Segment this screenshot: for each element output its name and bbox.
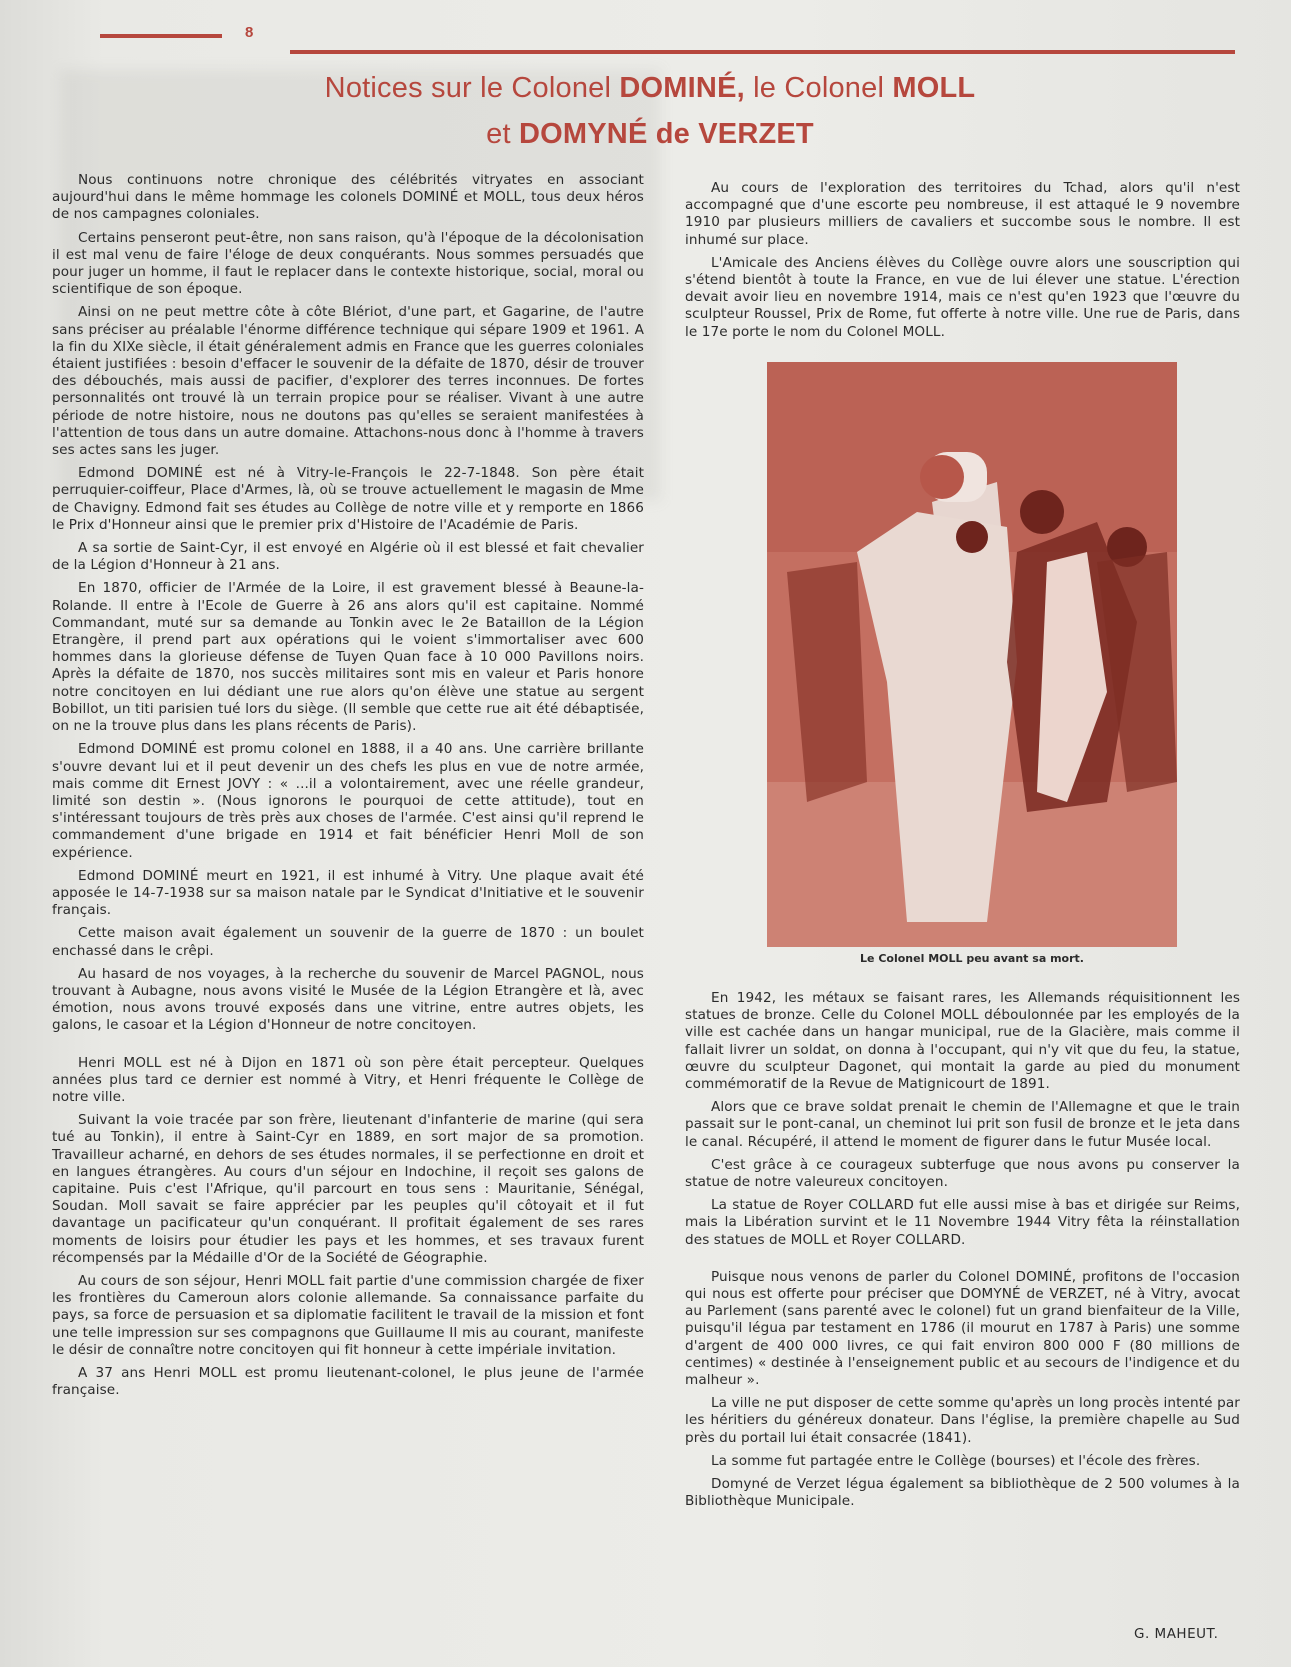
photo-colonel-moll [767,362,1177,947]
paragraph: Domyné de Verzet légua également sa bibliothèque de 2 500 volumes à la Bibliothèque Municipale. [685,1476,1240,1510]
photo-caption: Le Colonel MOLL peu avant sa mort. [860,952,1084,965]
paragraph: Edmond DOMINÉ est né à Vitry-le-François le 22-7-1848. Son père était perruquier-coiffeur, Place d'Armes, là, où se trouve actuellement le magasin de Mme de Chavigny. Edmond fait ses études au Collège de notre ville et y remporte en 1866 le Prix d'Honneur ainsi que le premier prix d'Histoire de l'Académie de Paris. [52,465,644,533]
paragraph: Puisque nous venons de parler du Colonel DOMINÉ, profitons de l'occasion qui nous est offerte pour préciser que DOMYNÉ de VERZET, né à Vitry, avocat au Parlement (sans parenté avec le colonel) fut un grand bienfaiteur de la Ville, puisqu'il légua par testament en 1786 (il mourut en 1787 à Paris) une somme d'argent de 400 000 livres, ce qui fait environ 800 000 F (80 millions de centimes) « destinée à l'enseignement public et au secours de l'indigence et du malheur ». [685,1268,1240,1389]
paragraph: Edmond DOMINÉ meurt en 1921, il est inhumé à Vitry. Une plaque avait été apposée le 14-7-1938 sur sa maison natale par le Syndicat d'Initiative et le souvenir français. [52,867,644,919]
paragraph: Cette maison avait également un souvenir de la guerre de 1870 : un boulet enchassé dans le crêpi. [52,925,644,959]
paragraph: En 1870, officier de l'Armée de la Loire, il est gravement blessé à Beaune-la-Rolande. Il entre à l'Ecole de Guerre à 26 ans alors qu'il est capitaine. Nommé Commandant, muté sur sa demande au Tonkin avec le 2e Bataillon de la Légion Etrangère, il prend part aux opérations qui le voient s'immortaliser avec 600 hommes dans la glorieuse défense de Tuyen Quan face à 10 000 Pavillons noirs. Après la défaite de 1870, nos succès militaires sont mis en valeur et Paris honore notre concitoyen en lui dédiant une rue alors qu'on élève une statue au sergent Bobillot, un titi parisien tué lors du siège. (Il semble que cette rue ait été débaptisée, on ne la trouve plus dans les plans récents de Paris). [52,580,644,735]
paragraph: C'est grâce à ce courageux subterfuge que nous avons pu conserver la statue de notre valeureux concitoyen. [685,1156,1240,1191]
author-signature: G. MAHEUT. [1134,1626,1219,1642]
paragraph: Ainsi on ne peut mettre côte à côte Blériot, d'une part, et Gagarine, de l'autre sans préciser au préalable l'énorme différence technique qui sépare 1909 et 1961. A la fin du XIXe siècle, il était généralement admis en France que les guerres coloniales étaient justifiées : besoin d'effacer le souvenir de la défaite de 1870, désir de trouver des débouchés, mais aussi de pacifier, d'explorer des terres inconnues. De fortes personnalités ont trouvé là un terrain propice pour se réaliser. Vivant à une autre période de notre histoire, nous ne doutons pas qu'elles se seraient manifestées à l'attention de tous dans un autre domaine. Attachons-nous donc à l'homme à travers ses actes sans les juger. [52,304,644,459]
right-column-bottom [685,990,1240,1516]
paragraph: Suivant la voie tracée par son frère, lieutenant d'infanterie de marine (qui sera tué au Tonkin), il entre à Saint-Cyr en 1889, en sort major de sa promotion. Travailleur acharné, en dehors de ses études normales, il se perfectionne en droit et en langues étrangères. Au cours d'un séjour en Indochine, il reçoit ses galons de capitaine. Puis c'est l'Afrique, qu'il parcourt en tous sens : Mauritanie, Sénégal, Soudan. Moll savait se faire apprécier par les peuples qu'il côtoyait et il fut davantage un pacificateur qu'un conquérant. Il profitait également de ses rares moments de loisirs pour étudier les pays et les hommes, et ses travaux furent récompensés par la Médaille d'Or de la Société de Géographie. [52,1112,644,1266]
paragraph: L'Amicale des Anciens élèves du Collège ouvre alors une souscription qui s'étend bientôt à toute la France, en vue de lui élever une statue. L'érection devait avoir lieu en novembre 1914, mais ce n'est qu'en 1923 que l'œuvre du sculpteur Roussel, Prix de Rome, fut offerte à notre ville. Une rue de Paris, dans le 17e porte le nom du Colonel MOLL. [685,254,1240,340]
paragraph: Alors que ce brave soldat prenait le chemin de l'Allemagne et que le train passait sur le pont-canal, un cheminot lui prit son fusil de bronze et le jeta dans le canal. Récupéré, il attend le moment de figurer dans le futur Musée local. [685,1099,1240,1150]
paragraph: Edmond DOMINÉ est promu colonel en 1888, il a 40 ans. Une carrière brillante s'ouvre devant lui et il peut devenir un des chefs les plus en vue de notre armée, mais comme dit Ernest JOVY : « ...il a volontairement, avec une réelle grandeur, limité son destin ». (Nous ignorons le pourquoi de cette attitude), tout en s'intéressant toujours de très près aux choses de l'armée. C'est ainsi qu'il reprend le commandement d'une brigade en 1914 et fait bénéficier Henri Moll de son expérience. [52,741,644,861]
paragraph: En 1942, les métaux se faisant rares, les Allemands réquisitionnent les statues de bronze. Celle du Colonel MOLL déboulonnée par les employés de la ville est cachée dans un hangar municipal, rue de la Glacière, mais comme il fallait livrer un soldat, on donna à l'occupant, qui n'y vit que du feu, la statue, œuvre du sculpteur Dagonet, qui montait la garde au pied du monument commémoratif de la Revue de Matignicourt de 1891. [685,990,1240,1093]
left-column [52,172,644,1405]
paragraph: A 37 ans Henri MOLL est promu lieutenant-colonel, le plus jeune de l'armée française. [52,1365,644,1399]
page-number: 8 [245,24,254,41]
paragraph: A sa sortie de Saint-Cyr, il est envoyé en Algérie où il est blessé et fait chevalier de la Légion d'Honneur à 21 ans. [52,540,644,574]
paragraph: La ville ne put disposer de cette somme qu'après un long procès intenté par les héritiers du généreux donateur. Dans l'église, la première chapelle au Sud près du portail lui était consacrée (1841). [685,1395,1240,1446]
header-rule-right [290,50,1235,54]
header-rule-left [100,34,222,38]
paragraph: Au cours de son séjour, Henri MOLL fait partie d'une commission chargée de fixer les frontières du Cameroun alors colonie allemande. Sa connaissance parfaite du pays, sa force de persuasion et sa diplomatie facilitent le travail de la mission et font une telle impression sur ses compagnons que Guillaume II mis au courant, manifeste le désir de connaître notre concitoyen qui fit honneur à cette impériale invitation. [52,1272,644,1358]
article-title-line1: Notices sur le Colonel DOMINÉ, le Colonel MOLL [324,72,976,104]
right-column-top [685,180,1240,347]
photo-illustration [767,362,1177,947]
paragraph: La somme fut partagée entre le Collège (bourses) et l'école des frères. [711,1452,1201,1469]
paragraph: Henri MOLL est né à Dijon en 1871 où son père était percepteur. Quelques années plus tard ce dernier est nommé à Vitry, et Henri fréquente le Collège de notre ville. [52,1054,644,1105]
paragraph: Au cours de l'exploration des territoires du Tchad, alors qu'il n'est accompagné que d'une escorte peu nombreuse, il est attaqué le 9 novembre 1910 par plusieurs milliers de cavaliers et succombe sous le nombre. Il est inhumé sur place. [685,180,1240,248]
paragraph: Certains penseront peut-être, non sans raison, qu'à l'époque de la décolonisation il est mal venu de faire l'éloge de deux conquérants. Nous sommes persuadés que pour juger un homme, il faut le replacer dans le contexte historique, social, moral ou scientifique de son époque. [52,229,644,298]
paragraph: La statue de Royer COLLARD fut elle aussi mise à bas et dirigée sur Reims, mais la Libération survint et le 11 Novembre 1944 Vitry fêta la réinstallation des statues de MOLL et Royer COLLARD. [685,1197,1240,1248]
paragraph: Au hasard de nos voyages, à la recherche du souvenir de Marcel PAGNOL, nous trouvant à Aubagne, nous avons visité le Musée de la Légion Etrangère et là, avec émotion, nous avons trouvé exposés dans une vitrine, entre autres objets, les galons, le casoar et la Légion d'Honneur de notre concitoyen. [52,965,644,1034]
paragraph: Nous continuons notre chronique des célébrités vitryates en associant aujourd'hui dans le même hommage les colonels DOMINÉ et MOLL, tous deux héros de nos campagnes coloniales. [52,172,644,223]
article-title-line2: et DOMYNÉ de VERZET [486,118,814,150]
